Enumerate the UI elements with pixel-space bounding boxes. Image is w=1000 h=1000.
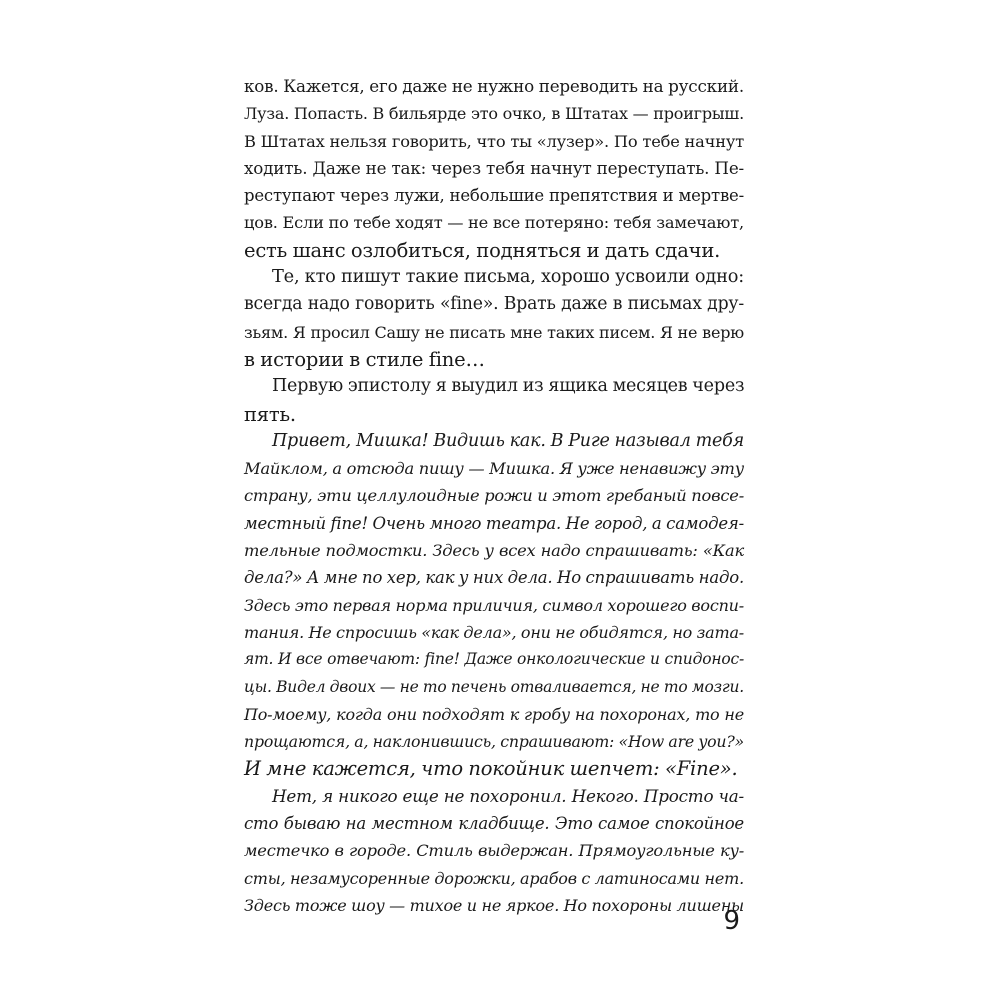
- letter-line: прощаются, а, наклонившись, спрашивают: «How are you?»: [244, 732, 744, 752]
- text-line: ков. Кажется, его даже не нужно переводить на русский.: [244, 76, 744, 96]
- text-line: В Штатах нельзя говорить, что ты «лузер». По тебе начнут: [244, 131, 744, 151]
- letter-line: Нет, я никого еще не похоронил. Некого. Просто ча-: [272, 785, 744, 806]
- letter-line: Привет, Мишка! Видишь как. В Риге называл тебя: [272, 430, 744, 451]
- text-line: в истории в стиле fine…: [244, 347, 485, 371]
- text-line: всегда надо говорить «fine». Врать даже в письмах дру-: [244, 294, 744, 315]
- body-text: [244, 73, 744, 919]
- letter-line: тания. Не спросишь «как дела», они не обидятся, но зата-: [244, 622, 744, 642]
- letter-line: местечко в городе. Стиль выдержан. Прямоугольные ку-: [244, 841, 744, 861]
- letter-line: Здесь тоже шоу — тихое и не яркое. Но похороны лишены: [244, 895, 744, 915]
- text-line: цов. Если по тебе ходят — не все потеряно: тебя замечают,: [244, 213, 744, 233]
- text-line: Луза. Попасть. В бильярде это очко, в Штатах — проигрыш.: [244, 104, 744, 124]
- text-line: ходить. Даже не так: через тебя начнут переступать. Пе-: [244, 157, 744, 178]
- page-number: 9: [723, 906, 740, 936]
- letter-line: По-моему, когда они подходят к гробу на похоронах, то не: [244, 704, 744, 724]
- letter-line: дела?» А мне по хер, как у них дела. Но спрашивать надо.: [244, 568, 744, 588]
- letter-line: местный fine! Очень много театра. Не город, а самодея-: [244, 513, 744, 533]
- letter-line: страну, эти целлулоидные рожи и этот гребаный повсе-: [244, 486, 744, 506]
- text-line: зьям. Я просил Сашу не писать мне таких писем. Я не верю: [244, 322, 744, 342]
- letter-line: ят. И все отвечают: fine! Даже онкологические и спидонос-: [244, 650, 744, 669]
- letter-line: И мне кажется, что покойник шепчет: «Fine».: [244, 757, 738, 781]
- letter-line: цы. Видел двоих — не то печень отваливается, не то мозги.: [244, 677, 744, 696]
- letter-line: сты, незамусоренные дорожки, арабов с латиносами нет.: [244, 868, 744, 888]
- text-line: Первую эпистолу я выудил из ящика месяцев через: [272, 376, 745, 397]
- letter-line: Здесь это первая норма приличия, символ хорошего воспи-: [244, 595, 744, 615]
- text-line: реступают через лужи, небольшие препятствия и мертве-: [244, 186, 744, 206]
- text-line: Те, кто пишут такие письма, хорошо усвоили одно:: [272, 267, 744, 288]
- letter-line: Майклом, а отсюда пишу — Мишка. Я уже ненавижу эту: [244, 459, 744, 479]
- text-line: есть шанс озлобиться, подняться и дать сдачи.: [244, 238, 721, 262]
- text-line: пять.: [244, 402, 296, 426]
- letter-line: тельные подмостки. Здесь у всех надо спрашивать: «Как: [244, 541, 744, 561]
- letter-line: сто бываю на местном кладбище. Это самое спокойное: [244, 814, 744, 834]
